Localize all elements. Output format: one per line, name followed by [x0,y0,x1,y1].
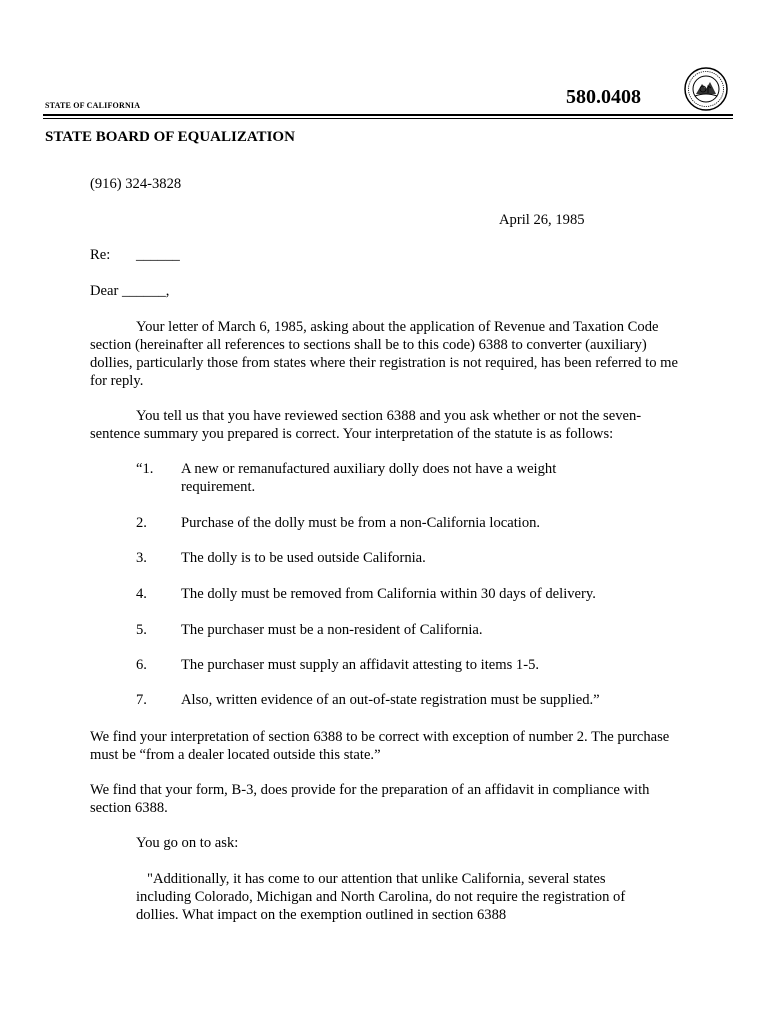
quoted-question: "Additionally, it has come to our attention that unlike California, several states including Colorado, Michigan and North Carolina, do not require the registration of dollies. What impact on the exemption outlined in section 6388 [136,871,626,923]
list-item-number: 2. [136,515,147,531]
list-item-number: 7. [136,692,147,708]
list-item-number: 5. [136,622,147,638]
document-number: 580.0408 [566,86,641,108]
list-item-number: 6. [136,657,147,673]
board-title: STATE BOARD OF EQUALIZATION [45,129,295,145]
list-item-text: The purchaser must supply an affidavit attesting to items 1-5. [181,657,540,673]
list-item-text: The purchaser must be a non-resident of California. [181,622,483,638]
list-item-number: 3. [136,550,147,566]
paragraph-1: Your letter of March 6, 1985, asking about the application of Revenue and Taxation Code section (hereinafter all references to sections shall be to this code) 6388 to converter (auxiliary) dollies, particularly those from states where their registration is not required, has been referred to me for reply. [90,319,679,389]
header-rule-thin [43,118,733,119]
paragraph-2: You tell us that you have reviewed section 6388 and you ask whether or not the seven-sentence summary you prepared is correct. Your interpretation of the statute is as follows: [90,408,642,442]
re-value: ______ [136,247,180,263]
state-label: STATE OF CALIFORNIA [45,101,141,110]
re-label: Re: [90,247,111,263]
paragraph-3: We find your interpretation of section 6388 to be correct with exception of number 2. The purchase must be “from a dealer located outside this state.” [90,729,670,763]
list-item-text: The dolly must be removed from California within 30 days of delivery. [181,586,596,602]
paragraph-5: You go on to ask: [136,835,239,851]
header-rule-thick [43,114,733,116]
list-item-text: Also, written evidence of an out-of-state registration must be supplied.” [181,692,600,708]
letter-date: April 26, 1985 [499,212,585,228]
list-item-text: Purchase of the dolly must be from a non-California location. [181,515,541,531]
salutation: Dear ______, [90,283,170,299]
list-item-number: “1. [136,461,154,477]
list-item-text: A new or remanufactured auxiliary dolly does not have a weight requirement. [181,461,557,495]
phone-number: (916) 324-3828 [90,176,182,192]
california-seal-icon [684,67,728,111]
list-item-number: 4. [136,586,147,602]
paragraph-4: We find that your form, B-3, does provide for the preparation of an affidavit in compliance with section 6388. [90,782,650,816]
list-item-text: The dolly is to be used outside California. [181,550,426,566]
